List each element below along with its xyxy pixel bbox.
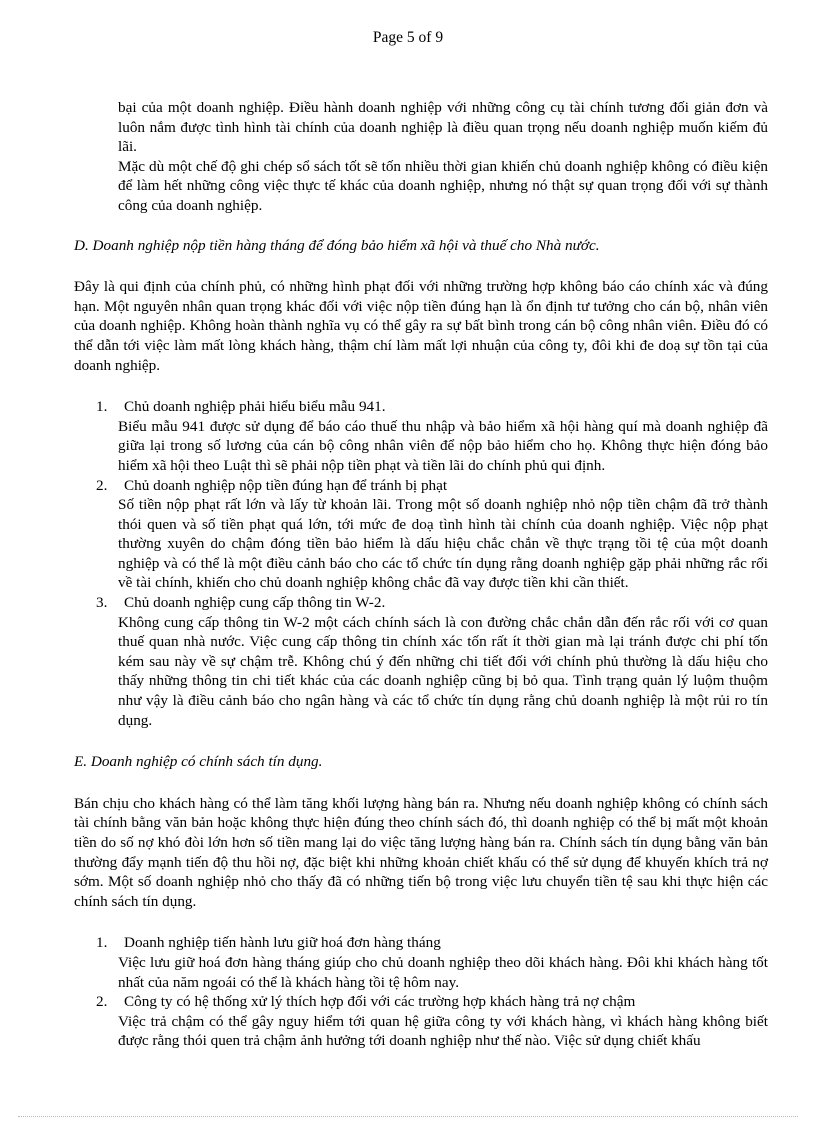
list-item-title: Chủ doanh nghiệp cung cấp thông tin W-2. bbox=[124, 594, 386, 612]
list-item-number: 1. bbox=[96, 398, 108, 416]
list-item-title: Chủ doanh nghiệp nộp tiền đúng hạn để tránh bị phạt bbox=[124, 476, 448, 494]
page-number-header: Page 5 of 9 bbox=[372, 29, 444, 46]
list-item-text: Việc lưu giữ hoá đơn hàng tháng giúp cho chủ doanh nghiệp theo dõi khách hàng. Đôi khi khách hàng tốt nhất của năm ngoái có thể là khách hàng tồi tệ hôm nay. bbox=[118, 953, 768, 991]
intro-block bbox=[74, 98, 768, 216]
list-item-number: 2. bbox=[96, 993, 108, 1011]
section-d-body: Đây là qui định của chính phủ, có những hình phạt đối với những trường hợp không báo cáo chính xác và đúng hạn. Một nguyên nhân quan trọng khác đối với việc nộp tiền đúng hạn là ổn định tư tưởng cho cán bộ, nhân viên của doanh nghiệp. Không hoàn thành nghĩa vụ có thể gây ra sự bất bình trong cán bộ công nhân viên. Điều đó có thể dẫn tới việc làm mất lòng khách hàng, thậm chí làm mất lợi nhuận của công ty, đôi khi đe doạ sự tồn tại của doanh nghiệp. bbox=[74, 278, 768, 374]
section-e-heading: E. Doanh nghiệp có chính sách tín dụng. bbox=[74, 753, 323, 771]
list-item-title: Công ty có hệ thống xử lý thích hợp đối với các trường hợp khách hàng trả nợ chậm bbox=[124, 993, 636, 1011]
list-item-title: Doanh nghiệp tiến hành lưu giữ hoá đơn hàng tháng bbox=[124, 934, 441, 952]
section-e-list bbox=[74, 933, 768, 1051]
list-item-text: Số tiền nộp phạt rất lớn và lấy từ khoản lãi. Trong một số doanh nghiệp nhỏ nộp tiền chậm đã trở thành thói quen và số tiền phạt quá lớn, tới mức đe doạ tình hình tài chính của doanh nghiệp. Việc nộp phạt thường xuyên do chậm đóng tiền bảo hiểm là dấu hiệu chắc chắn về thực trạng tồi tệ của một doanh nghiệp và có thể là một điều cảnh báo cho các tổ chức tín dụng rằng doanh nghiệp gặp phải những rắc rối về tài chính, khiến cho chủ doanh nghiệp không chắc đã vay được tiền khi cần thiết. bbox=[118, 496, 768, 592]
list-item-text: Việc trả chậm có thể gây nguy hiểm tới quan hệ giữa công ty với khách hàng, vì khách hàng không biết được rằng thói quen trả chậm ảnh hưởng tới doanh nghiệp như thế nào. Việc sử dụng chiết khấu bbox=[118, 1012, 768, 1050]
section-d-list bbox=[74, 397, 768, 730]
list-item bbox=[74, 476, 768, 594]
list-item-text: Biểu mẫu 941 được sử dụng để báo cáo thuế thu nhập và bảo hiểm xã hội hàng quí mà doanh nghiệp đã giữa lại trong số lương của cán bộ công nhân viên để nộp bảo hiểm cho họ. Không thực hiện đóng bảo hiểm xã hội theo Luật thì sẽ phải nộp tiền phạt và tiền lãi do chính phủ qui định. bbox=[118, 417, 768, 474]
list-item-text: Không cung cấp thông tin W-2 một cách chính sách là con đường chắc chắn dẫn đến rắc rối với cơ quan thuế quan nhà nước. Việc cung cấp thông tin chính xác tốn rất ít thời gian mà lại tránh được chi phí tốn kém sau này về sự chậm trễ. Không chú ý đến những chi tiết đối với chính phủ thường là dấu hiệu cho thấy những thông tin chi tiết khác của các doanh nghiệp cũng bị bỏ qua. Tình trạng quản lý luộm thuộm như vậy là điều cảnh báo cho ngân hàng và các tổ chức tín dụng rằng chủ doanh nghiệp là một rủi ro tín dụng. bbox=[118, 613, 768, 729]
list-item bbox=[74, 933, 768, 992]
list-item-number: 1. bbox=[96, 934, 108, 952]
list-item-number: 3. bbox=[96, 594, 108, 612]
intro-paragraph: Mặc dù một chế độ ghi chép sổ sách tốt sẽ tốn nhiều thời gian khiến chủ doanh nghiệp không có điều kiện để làm hết những công việc thực tế khác của doanh nghiệp, nhưng nó thật sự quan trọng đối với sự thành công của doanh nghiệp. bbox=[118, 157, 768, 214]
section-e-body: Bán chịu cho khách hàng có thể làm tăng khối lượng hàng bán ra. Nhưng nếu doanh nghiệp không có chính sách tài chính bằng văn bản hoặc không thực hiện đúng theo chính sách đó, thì doanh nghiệp có thể bị mất một khoản tiền do số nợ khó đòi lớn hơn số tiền mang lại do việc tăng lượng hàng bán ra. Chính sách tín dụng bằng văn bản thường đẩy mạnh tiến độ thu hồi nợ, đặc biệt khi những khoản chiết khấu có thể sử dụng để khuyến khích trả nợ sớm. Một số doanh nghiệp nhỏ cho thấy đã có những tiến bộ trong việc lưu chuyển tiền tệ sau khi thực hiện các chính sách tín dụng. bbox=[74, 794, 768, 910]
list-item bbox=[74, 992, 768, 1051]
section-d-heading: D. Doanh nghiệp nộp tiền hàng tháng để đóng bảo hiểm xã hội và thuế cho Nhà nước. bbox=[74, 236, 600, 254]
page-bottom-divider bbox=[18, 1116, 798, 1117]
intro-paragraph: bại của một doanh nghiệp. Điều hành doanh nghiệp với những công cụ tài chính tương đối giản đơn và luôn nắm được tình hình tài chính của doanh nghiệp là điều quan trọng nếu doanh nghiệp muốn kiếm đủ lãi. bbox=[118, 99, 768, 156]
list-item bbox=[74, 593, 768, 730]
list-item bbox=[74, 397, 768, 475]
list-item-title: Chủ doanh nghiệp phải hiểu biểu mẫu 941. bbox=[124, 398, 386, 416]
document-body bbox=[74, 98, 768, 1051]
list-item-number: 2. bbox=[96, 476, 108, 494]
